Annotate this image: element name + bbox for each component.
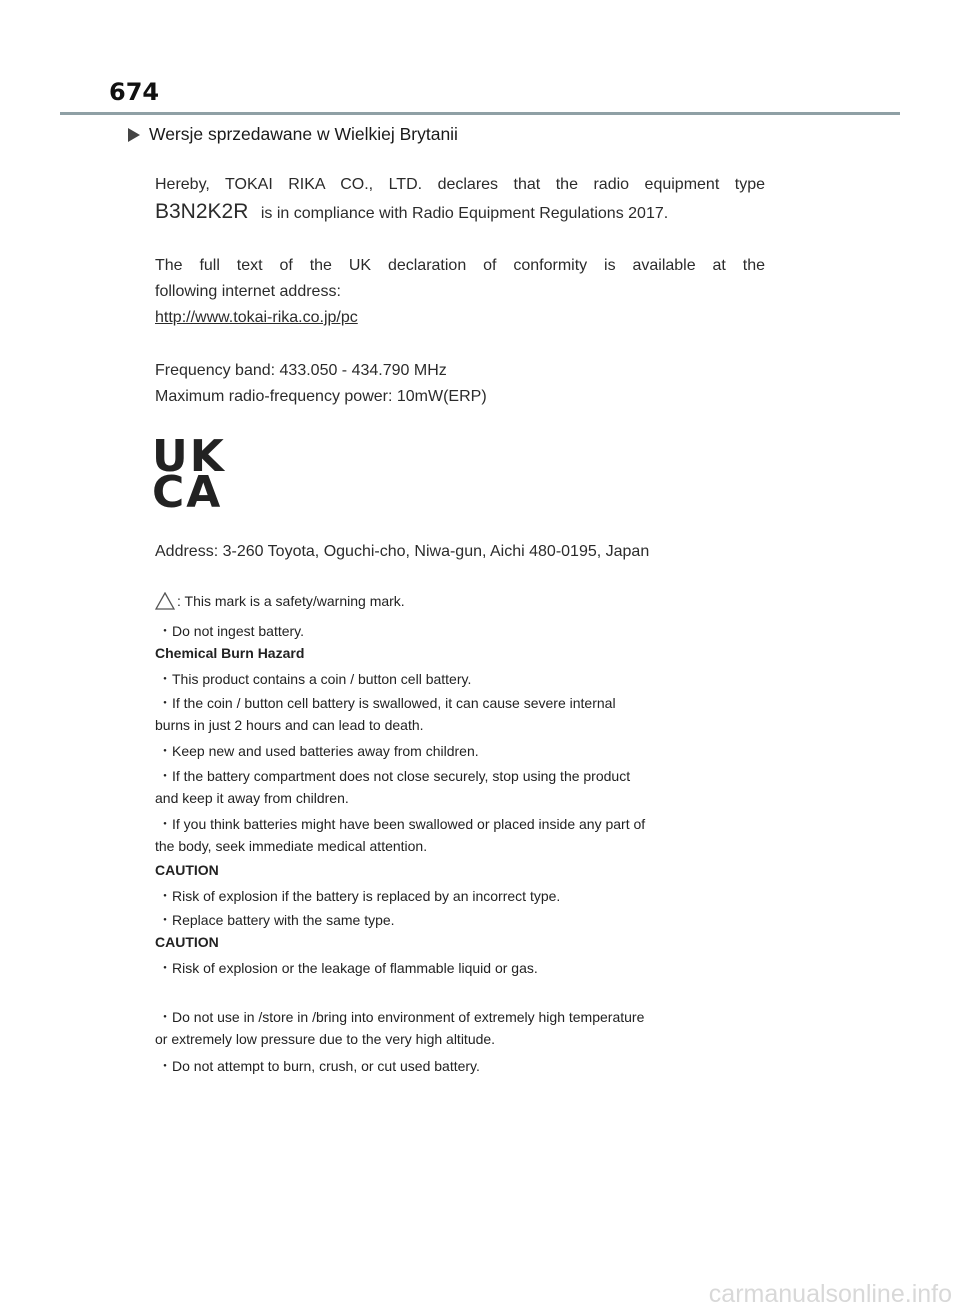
conformity-url-link[interactable]: http://www.tokai-rika.co.jp/pc xyxy=(155,309,358,326)
list-item: ・If the coin / button cell battery is swallowed, it can cause severe internal xyxy=(158,695,616,711)
list-item: ・Do not use in /store in /bring into environment of extremely high temperature xyxy=(158,1009,645,1025)
declaration-line-3: The full text of the UK declaration of conformity is available at the xyxy=(155,257,765,274)
warning-triangle-icon xyxy=(155,592,175,610)
header-rule xyxy=(60,112,900,115)
model-number: B3N2K2R xyxy=(155,200,249,223)
list-item-continuation: or extremely low pressure due to the very high altitude. xyxy=(155,1031,496,1047)
section-heading xyxy=(128,124,458,145)
ukca-mark-bottom: CA xyxy=(152,467,223,518)
list-item-continuation: the body, seek immediate medical attention. xyxy=(155,838,428,854)
list-item: ・Do not attempt to burn, crush, or cut used battery. xyxy=(158,1058,480,1074)
list-item: ・This product contains a coin / button cell battery. xyxy=(158,671,472,687)
warning-mark-text: : This mark is a safety/warning mark. xyxy=(177,593,405,609)
list-item: ・Risk of explosion or the leakage of flammable liquid or gas. xyxy=(158,960,538,976)
chemical-burn-heading: Chemical Burn Hazard xyxy=(155,645,305,661)
compliance-text: is in compliance with Radio Equipment Regulations 2017. xyxy=(260,205,669,222)
page-number: 674 xyxy=(109,78,160,106)
manufacturer-address: Address: 3-260 Toyota, Oguchi-cho, Niwa-gun, Aichi 480-0195, Japan xyxy=(155,543,650,560)
section-heading-text: Wersje sprzedawane w Wielkiej Brytanii xyxy=(149,124,458,144)
list-item: ・If the battery compartment does not close securely, stop using the product xyxy=(158,768,631,784)
ukca-mark-top: UK xyxy=(152,431,226,482)
declaration-line-1: Hereby, TOKAI RIKA CO., LTD. declares that the radio equipment type xyxy=(155,176,765,193)
list-item-continuation: and keep it away from children. xyxy=(155,790,349,806)
list-item-continuation: burns in just 2 hours and can lead to death. xyxy=(155,717,424,733)
caution-heading-2: CAUTION xyxy=(155,934,219,950)
declaration-line-4: following internet address: xyxy=(155,283,341,300)
list-item: ・If you think batteries might have been swallowed or placed inside any part of xyxy=(158,816,646,832)
triangle-arrow-icon xyxy=(128,128,140,142)
footer-watermark: carmanualsonline.info xyxy=(708,1280,952,1308)
list-item: ・Risk of explosion if the battery is replaced by an incorrect type. xyxy=(158,888,561,904)
list-item: ・Replace battery with the same type. xyxy=(158,912,395,928)
frequency-band: Frequency band: 433.050 - 434.790 MHz xyxy=(155,362,447,379)
ukca-mark-icon xyxy=(152,431,226,518)
caution-heading-1: CAUTION xyxy=(155,862,219,878)
declaration-line-2 xyxy=(155,200,668,224)
max-rf-power: Maximum radio-frequency power: 10mW(ERP) xyxy=(155,388,487,405)
warning-mark-row xyxy=(155,592,405,610)
list-item: ・Keep new and used batteries away from children. xyxy=(158,743,479,759)
list-item: ・Do not ingest battery. xyxy=(158,623,305,639)
